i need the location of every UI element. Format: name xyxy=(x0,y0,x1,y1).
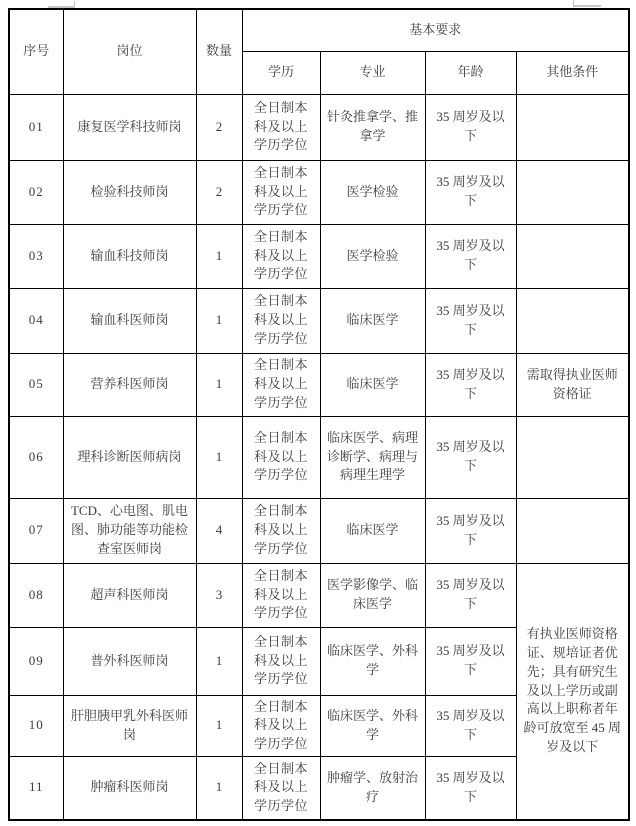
position-cell: 肝胆胰甲乳外科医师岗 xyxy=(63,695,196,757)
other-conditions-cell xyxy=(516,288,629,353)
position-cell: 康复医学科技师岗 xyxy=(63,94,196,160)
major-cell: 临床医学、外科学 xyxy=(320,695,425,757)
table-row xyxy=(9,94,629,160)
major-cell: 临床医学 xyxy=(320,288,425,353)
education-cell: 全日制本科及以上学历学位 xyxy=(242,288,320,353)
age-cell: 35 周岁及以下 xyxy=(425,353,516,416)
serial-cell: 10 xyxy=(9,695,63,757)
serial-cell: 03 xyxy=(9,224,63,288)
age-cell: 35 周岁及以下 xyxy=(425,416,516,498)
table-row xyxy=(9,288,629,353)
position-cell: 检验科技师岗 xyxy=(63,160,196,224)
other-conditions-merged-cell: 有执业医师资格证、规培证者优先；具有研究生及以上学历或副高以上职称者年龄可放宽至 45 周岁及以下 xyxy=(516,563,629,820)
serial-cell: 04 xyxy=(9,288,63,353)
other-conditions-cell xyxy=(516,498,629,563)
header-position: 岗位 xyxy=(63,9,196,94)
table-row xyxy=(9,160,629,224)
serial-cell: 07 xyxy=(9,498,63,563)
education-cell: 全日制本科及以上学历学位 xyxy=(242,353,320,416)
education-cell: 全日制本科及以上学历学位 xyxy=(242,757,320,820)
header-other: 其他条件 xyxy=(516,51,629,94)
education-cell: 全日制本科及以上学历学位 xyxy=(242,563,320,627)
count-cell: 1 xyxy=(196,353,242,416)
education-cell: 全日制本科及以上学历学位 xyxy=(242,498,320,563)
education-cell: 全日制本科及以上学历学位 xyxy=(242,94,320,160)
serial-cell: 06 xyxy=(9,416,63,498)
count-cell: 1 xyxy=(196,627,242,695)
education-cell: 全日制本科及以上学历学位 xyxy=(242,695,320,757)
table-row xyxy=(9,353,629,416)
major-cell: 肿瘤学、放射治疗 xyxy=(320,757,425,820)
major-cell: 医学检验 xyxy=(320,224,425,288)
header-basic-requirements: 基本要求 xyxy=(242,9,629,51)
table-handle-artifact-left xyxy=(48,1,75,8)
count-cell: 1 xyxy=(196,288,242,353)
other-conditions-cell: 需取得执业医师资格证 xyxy=(516,353,629,416)
header-count: 数量 xyxy=(196,9,242,94)
table-handle-artifact-right xyxy=(573,0,601,7)
major-cell: 临床医学 xyxy=(320,353,425,416)
table-row xyxy=(9,224,629,288)
header-major: 专业 xyxy=(320,51,425,94)
header-age: 年龄 xyxy=(425,51,516,94)
major-cell: 针灸推拿学、推拿学 xyxy=(320,94,425,160)
serial-cell: 02 xyxy=(9,160,63,224)
count-cell: 2 xyxy=(196,160,242,224)
count-cell: 4 xyxy=(196,498,242,563)
age-cell: 35 周岁及以下 xyxy=(425,563,516,627)
position-cell: 输血科医师岗 xyxy=(63,288,196,353)
serial-cell: 08 xyxy=(9,563,63,627)
other-conditions-cell xyxy=(516,94,629,160)
serial-cell: 11 xyxy=(9,757,63,820)
count-cell: 1 xyxy=(196,695,242,757)
table-row xyxy=(9,498,629,563)
education-cell: 全日制本科及以上学历学位 xyxy=(242,627,320,695)
position-cell: 肿瘤科医师岗 xyxy=(63,757,196,820)
count-cell: 1 xyxy=(196,757,242,820)
count-cell: 1 xyxy=(196,416,242,498)
other-conditions-cell xyxy=(516,224,629,288)
education-cell: 全日制本科及以上学历学位 xyxy=(242,160,320,224)
age-cell: 35 周岁及以下 xyxy=(425,224,516,288)
position-cell: 普外科医师岗 xyxy=(63,627,196,695)
age-cell: 35 周岁及以下 xyxy=(425,94,516,160)
major-cell: 临床医学 xyxy=(320,498,425,563)
serial-cell: 05 xyxy=(9,353,63,416)
position-cell: 超声科医师岗 xyxy=(63,563,196,627)
count-cell: 2 xyxy=(196,94,242,160)
table-header-row-1 xyxy=(9,9,629,51)
education-cell: 全日制本科及以上学历学位 xyxy=(242,416,320,498)
age-cell: 35 周岁及以下 xyxy=(425,695,516,757)
header-education: 学历 xyxy=(242,51,320,94)
other-conditions-cell xyxy=(516,160,629,224)
age-cell: 35 周岁及以下 xyxy=(425,757,516,820)
position-cell: 理科诊断医师病岗 xyxy=(63,416,196,498)
education-cell: 全日制本科及以上学历学位 xyxy=(242,224,320,288)
age-cell: 35 周岁及以下 xyxy=(425,627,516,695)
age-cell: 35 周岁及以下 xyxy=(425,498,516,563)
major-cell: 临床医学、外科学 xyxy=(320,627,425,695)
table-row xyxy=(9,563,629,627)
position-cell: 输血科技师岗 xyxy=(63,224,196,288)
table-row xyxy=(9,416,629,498)
serial-cell: 09 xyxy=(9,627,63,695)
header-serial: 序号 xyxy=(9,9,63,94)
major-cell: 临床医学、病理诊断学、病理与病理生理学 xyxy=(320,416,425,498)
position-cell: TCD、心电图、肌电图、肺功能等功能检查室医师岗 xyxy=(63,498,196,563)
position-cell: 营养科医师岗 xyxy=(63,353,196,416)
major-cell: 医学影像学、临床医学 xyxy=(320,563,425,627)
other-conditions-cell xyxy=(516,416,629,498)
count-cell: 1 xyxy=(196,224,242,288)
age-cell: 35 周岁及以下 xyxy=(425,288,516,353)
count-cell: 3 xyxy=(196,563,242,627)
age-cell: 35 周岁及以下 xyxy=(425,160,516,224)
major-cell: 医学检验 xyxy=(320,160,425,224)
recruitment-positions-table xyxy=(8,8,630,821)
serial-cell: 01 xyxy=(9,94,63,160)
